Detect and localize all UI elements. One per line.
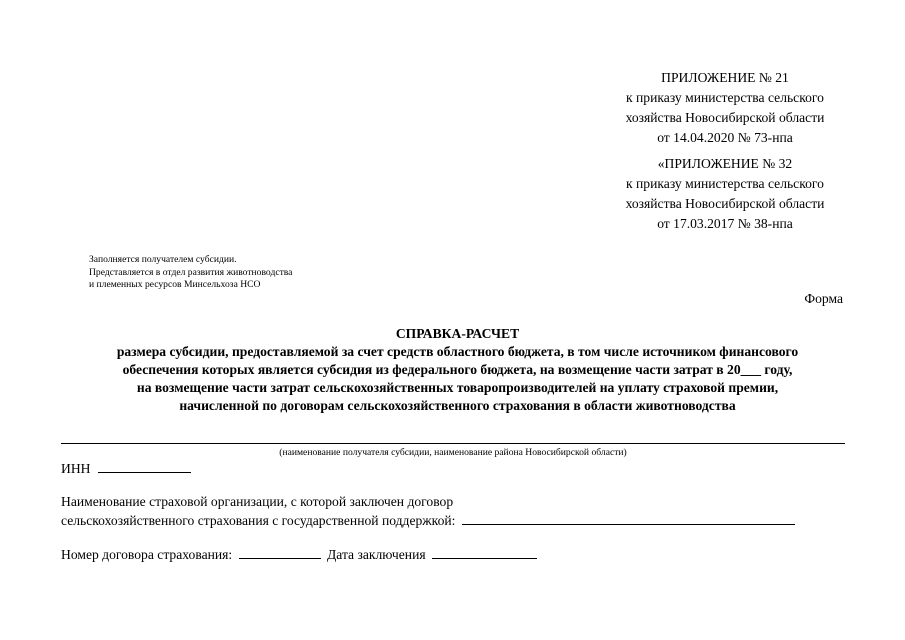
appendix-21-header [560,68,890,148]
recipient-name-line[interactable] [61,443,845,444]
contract-number-label: Номер договора страхования: [61,547,233,562]
title-heading: СПРАВКА-РАСЧЕТ [395,326,520,341]
recipient-caption: (наименование получателя субсидии, наименование района Новосибирской области) [279,447,627,458]
appendix-32-header [560,154,890,234]
insurer-row [61,511,795,530]
title-line: на возмещение части затрат сельскохозяйственных товаропроизводителей на уплату страховой премии, [136,380,779,395]
inn-label: ИНН [61,461,91,476]
appendix-21-line: от 14.04.2020 № 73-нпа [657,130,793,145]
inn-row [61,459,191,478]
appendix-32-line: к приказу министерства сельского [626,176,824,191]
title-line: размера субсидии, предоставляемой за счет средств областного бюджета, в том числе источником финансового [116,344,799,359]
document-title [40,325,875,415]
note-line: и племенных ресурсов Минсельхоза НСО [89,279,261,291]
contract-date-blank[interactable] [432,545,537,559]
inn-blank[interactable] [98,459,191,473]
insurer-blank[interactable] [462,511,795,525]
contract-date-label: Дата заключения [327,547,426,562]
title-line: начисленной по договорам сельскохозяйственного страхования в области животноводства [179,398,736,413]
contract-row [61,545,537,564]
appendix-32-line: от 17.03.2017 № 38-нпа [657,216,793,231]
appendix-32-line: «ПРИЛОЖЕНИЕ № 32 [657,156,793,171]
note-line: Заполняется получателем субсидии. [89,254,237,265]
appendix-21-line: ПРИЛОЖЕНИЕ № 21 [661,70,789,85]
filling-note [89,254,292,292]
appendix-32-line: хозяйства Новосибирской области [625,196,825,211]
form-label: Форма [804,291,843,306]
insurer-label-line2: сельскохозяйственного страхования с государственной поддержкой: [61,513,456,528]
appendix-21-line: хозяйства Новосибирской области [625,110,825,125]
appendix-21-line: к приказу министерства сельского [626,90,824,105]
title-line: обеспечения которых является субсидия из федерального бюджета, на возмещение части затрат в 20___ году, [122,362,793,377]
contract-number-blank[interactable] [239,545,321,559]
insurer-label-line1: Наименование страховой организации, с которой заключен договор [61,494,454,509]
note-line: Представляется в отдел развития животноводства [89,266,293,278]
